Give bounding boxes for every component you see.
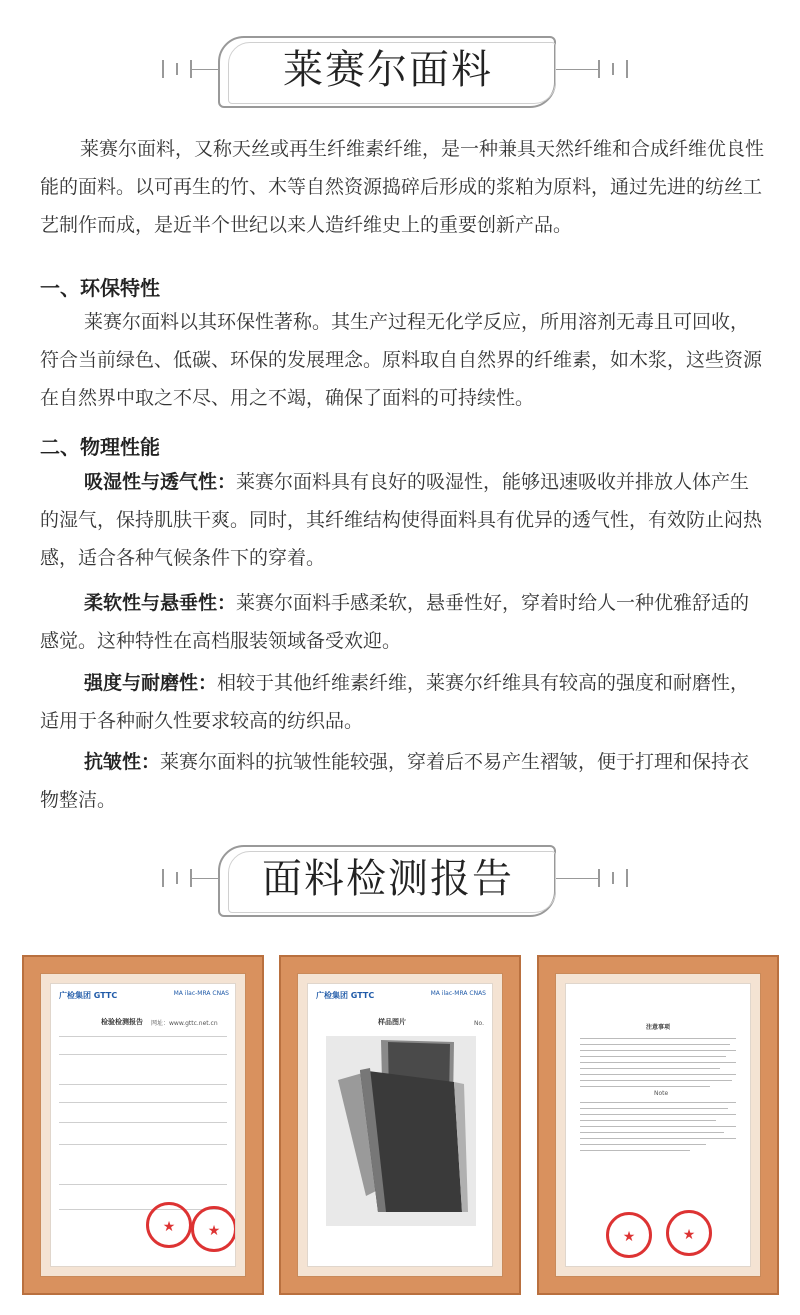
item-text: 莱赛尔面料的抗皱性能较强，穿着后不易产生褶皱，便于打理和保持衣物整洁。 [40,751,750,811]
report-frame-1 [22,955,264,1295]
section-title: 面料检测报告 [262,856,514,902]
text-line [580,1114,736,1115]
text-line [580,1050,736,1051]
table-line [59,1184,227,1185]
red-seal: ★ [606,1212,652,1258]
cert-marks: MA ilac-MRA CNAS [430,990,486,997]
text-line [580,1086,710,1087]
table-line [59,1102,227,1103]
physical-heading: 二、物理性能 [40,435,160,459]
decor-tick [612,872,614,884]
text-line [580,1062,736,1063]
frame-mat [555,973,761,1277]
physical-item-2 [40,584,765,660]
item-text: 莱赛尔面料具有良好的吸湿性，能够迅速吸收并排放人体产生的湿气，保持肌肤干爽。同时，其纤维结构使得面料具有优异的透气性，有效防止闷热感，适合各种气候条件下的穿着。 [40,471,763,569]
decor-line [192,69,220,70]
text-line [580,1056,726,1057]
text-line [580,1108,728,1109]
decor-tick [612,63,614,75]
notes-english-title: Note [654,1090,669,1097]
eco-text: 莱赛尔面料以其环保性著称。其生产过程无化学反应，所用溶剂无毒且可回收，符合当前绿色、低碳、环保的发展理念。原料取自自然界的纤维素，如木浆，这些资源在自然界中取之不尽、用之不竭，确保了面料的可持续性。 [40,311,763,409]
gttc-logo: 广检集团 GTTC [316,991,375,1000]
text-line [580,1120,716,1121]
fabric-sample-image [326,1036,476,1226]
text-line [580,1144,706,1145]
gttc-logo: 广检集团 GTTC [59,991,118,1000]
section-title: 莱赛尔面料 [283,47,493,93]
sample-title: 样品图片 [378,1018,406,1026]
report-number: No. [474,1020,484,1027]
decor-line [552,878,598,879]
decor-tick [626,60,628,78]
eco-paragraph [40,303,765,417]
eco-heading: 一、环保特性 [40,276,160,300]
report-document [50,983,236,1267]
decor-tick [176,63,178,75]
red-seal: ★ [666,1210,712,1256]
report-web: 网址：www.gttc.net.cn [151,1020,218,1027]
text-line [580,1044,730,1045]
table-line [59,1084,227,1085]
decor-tick [626,869,628,887]
text-line [580,1150,690,1151]
text-line [580,1068,720,1069]
item-label: 抗皱性： [84,751,161,773]
red-seal: ★ [146,1202,192,1248]
table-line [59,1054,227,1055]
decor-line [552,69,598,70]
section-header-fabric [0,36,800,116]
physical-item-3 [40,664,765,740]
text-line [580,1132,724,1133]
text-line [580,1074,736,1075]
report-title: 检验检测报告 [101,1018,143,1026]
frame-mat [40,973,246,1277]
decor-line [192,878,220,879]
red-seal: ★ [191,1206,236,1252]
decor-tick [176,872,178,884]
report-frame-2 [279,955,521,1295]
item-label: 柔软性与悬垂性： [84,592,237,614]
item-label: 强度与耐磨性： [84,672,218,694]
text-line [580,1126,736,1127]
section-header-report [0,845,800,925]
physical-item-4 [40,743,765,819]
text-line [580,1080,732,1081]
intro-paragraph [40,130,765,244]
text-line [580,1138,736,1139]
physical-item-1 [40,463,765,577]
notes-title: 注意事项 [646,1024,671,1031]
item-label: 吸湿性与透气性： [84,471,237,493]
intro-text: 莱赛尔面料，又称天丝或再生纤维素纤维，是一种兼具天然纤维和合成纤维优良性能的面料。以可再生的竹、木等自然资源捣碎后形成的浆粕为原料，通过先进的纺丝工艺制作而成，是近半个世纪以来人造纤维史上的重要创新产品。 [40,138,765,236]
table-line [59,1122,227,1123]
cert-marks: MA ilac-MRA CNAS [173,990,229,997]
decor-tick [598,60,600,78]
text-line [580,1038,736,1039]
item-text: 相较于其他纤维素纤维，莱赛尔纤维具有较高的强度和耐磨性，适用于各种耐久性要求较高的纺织品。 [40,672,750,732]
sample-document [307,983,493,1267]
item-text: 莱赛尔面料手感柔软，悬垂性好，穿着时给人一种优雅舒适的感觉。这种特性在高档服装领域备受欢迎。 [40,592,750,652]
table-line [59,1036,227,1037]
notes-document [565,983,751,1267]
decor-tick [598,869,600,887]
frame-mat [297,973,503,1277]
decor-tick [162,60,164,78]
decor-tick [162,869,164,887]
table-line [59,1144,227,1145]
report-frame-3 [537,955,779,1295]
text-line [580,1102,736,1103]
